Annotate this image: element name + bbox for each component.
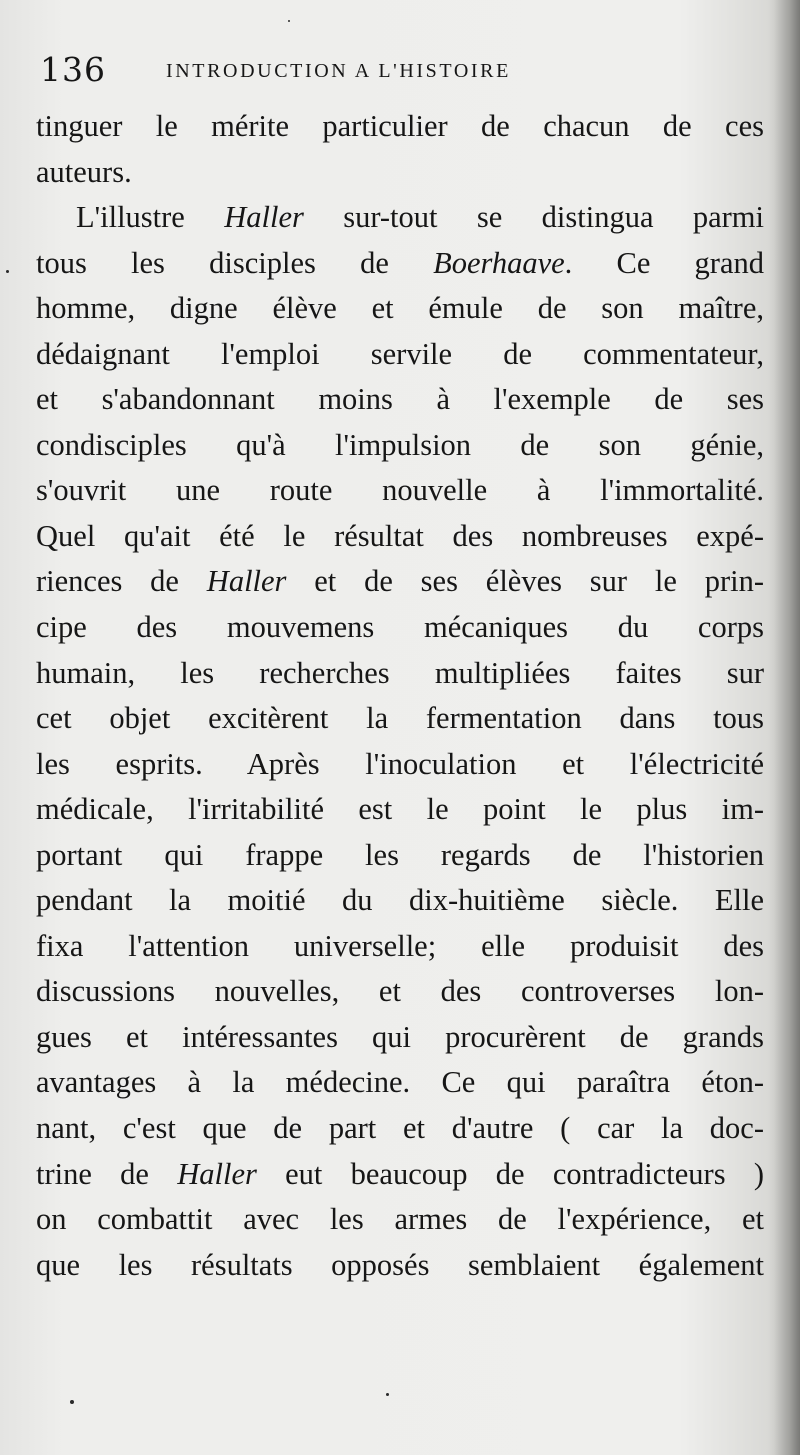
text-run: homme, digne élève et émule de son maître, xyxy=(36,291,764,326)
text-line xyxy=(36,286,764,332)
text-line xyxy=(36,1197,764,1243)
text-run: que les résultats opposés semblaient également xyxy=(36,1247,764,1282)
text-line xyxy=(36,195,764,241)
text-line xyxy=(36,1060,764,1106)
text-run: discussions nouvelles, et des controverses lon- xyxy=(36,974,764,1009)
page-edge-shadow xyxy=(774,0,800,1455)
page-header xyxy=(40,48,760,92)
text-line xyxy=(36,696,764,742)
text-line xyxy=(36,833,764,879)
text-run: avantages à la médecine. Ce qui paraîtra éton- xyxy=(36,1065,764,1100)
text-run: dédaignant l'emploi servile de commentateur, xyxy=(36,336,764,371)
italic-name: Haller xyxy=(177,1156,257,1191)
text-line xyxy=(36,332,764,378)
text-run: on combattit avec les armes de l'expérience, et xyxy=(36,1202,764,1237)
text-run: s'ouvrit une route nouvelle à l'immortalité. xyxy=(36,473,764,508)
text-run: L'illustre xyxy=(76,200,225,235)
text-line xyxy=(36,924,764,970)
text-line xyxy=(36,241,764,287)
text-run: pendant la moitié du dix-huitième siècle. Elle xyxy=(36,883,764,918)
body-text xyxy=(36,104,764,1288)
page-number: 136 xyxy=(40,50,106,89)
italic-name: Haller xyxy=(224,200,304,235)
text-line xyxy=(36,150,764,196)
text-line xyxy=(36,742,764,788)
text-line xyxy=(36,1106,764,1152)
text-run: . Ce grand xyxy=(564,245,765,280)
italic-name: Haller xyxy=(206,564,287,599)
text-run: sur-tout se distingua parmi xyxy=(303,200,764,235)
text-run: gues et intéressantes qui procurèrent de grands xyxy=(36,1019,764,1054)
text-run: eut beaucoup de contradicteurs ) xyxy=(256,1156,764,1191)
text-line xyxy=(36,1152,764,1198)
text-line xyxy=(36,969,764,1015)
text-line xyxy=(36,1243,764,1289)
text-run: cet objet excitèrent la fermentation dans tous xyxy=(36,701,764,736)
text-line xyxy=(36,104,764,150)
text-run: les esprits. Après l'inoculation et l'électricité xyxy=(36,746,764,781)
text-run: fixa l'attention universelle; elle produisit des xyxy=(36,928,764,963)
running-head: INTRODUCTION A L'HISTOIRE xyxy=(166,60,511,82)
text-line xyxy=(36,468,764,514)
text-line xyxy=(36,787,764,833)
text-run: Quel qu'ait été le résultat des nombreuses expé- xyxy=(36,518,764,553)
text-run: cipe des mouvemens mécaniques du corps xyxy=(36,610,764,645)
text-run: tous les disciples de xyxy=(36,245,434,280)
text-run: trine de xyxy=(36,1156,178,1191)
text-run: humain, les recherches multipliées faites sur xyxy=(36,655,764,690)
text-run: et s'abandonnant moins à l'exemple de ses xyxy=(36,382,764,417)
italic-name: Boerhaave xyxy=(433,245,565,280)
text-line xyxy=(36,878,764,924)
text-line xyxy=(36,605,764,651)
text-line xyxy=(36,651,764,697)
text-line xyxy=(36,514,764,560)
text-line xyxy=(36,423,764,469)
text-run: auteurs. xyxy=(36,154,132,189)
text-run: tinguer le mérite particulier de chacun de ces xyxy=(36,109,764,143)
text-run: portant qui frappe les regards de l'historien xyxy=(36,837,764,872)
text-line xyxy=(36,377,764,423)
text-run: condisciples qu'à l'impulsion de son génie, xyxy=(36,427,764,462)
text-line xyxy=(36,1015,764,1061)
text-run: médicale, l'irritabilité est le point le plus im- xyxy=(36,792,764,827)
text-line xyxy=(36,559,764,605)
text-run: riences de xyxy=(36,564,207,599)
text-run: nant, c'est que de part et d'autre ( car la doc- xyxy=(36,1111,764,1146)
text-run: et de ses élèves sur le prin- xyxy=(286,564,765,599)
